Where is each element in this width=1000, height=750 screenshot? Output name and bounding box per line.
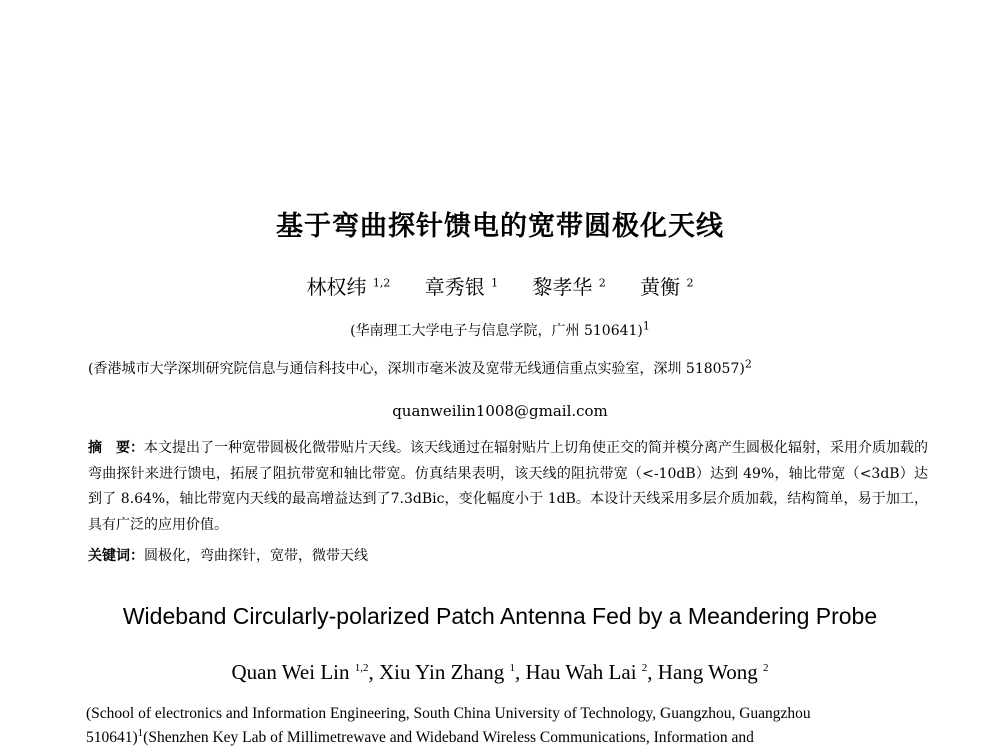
author-cn: 黎孝华 $^2$ — [532, 275, 606, 299]
author-en: Hang Wong $^2$ — [657, 660, 769, 684]
abstract-text: 本文提出了一种宽带圆极化微带贴片天线。该天线通过在辐射贴片上切角使正交的简并模分离产生圆极化辐射，采用介质加载的弯曲探针来进行馈电，拓展了阻抗带宽和轴比带宽。仿真结果表明，该天线的阻抗带宽（<-10dB）达到 49%，轴比带宽（<3dB）达到了 8.64%，轴比带宽内天线的最高增益达到了7.3dBic，变化幅度小于 1dB。本设计天线采用多层介质加载，结构简单，易于加工，具有广泛的应用价值。 — [88, 440, 928, 533]
author-en: Hau Wah Lai $^2$ — [525, 660, 648, 684]
author-en: Xiu Yin Zhang $^1$ — [379, 660, 515, 684]
abstract — [88, 436, 928, 538]
keywords-label: 关键词： — [88, 548, 144, 564]
author-list-en: Quan Wei Lin $^{1,2}$, Xiu Yin Zhang $^1$, Hau Wah Lai $^2$, Hang Wong $^2$ — [231, 660, 769, 684]
keywords-text: 圆极化，弯曲探针，宽带，微带天线 — [144, 548, 368, 564]
author-cn: 章秀银 $^1$ — [424, 275, 499, 299]
author-email: quanweilin1008@gmail.com — [392, 402, 608, 420]
paper-title-en: Wideband Circularly-polarized Patch Antenna Fed by a Meandering Probe — [122, 603, 878, 629]
paper-title-cn: 基于弯曲探针馈电的宽带圆极化天线 — [276, 211, 724, 242]
author-list-cn — [0, 271, 1000, 300]
author-en: Quan Wei Lin $^{1,2}$ — [231, 660, 369, 684]
abstract-label: 摘 要： — [88, 440, 144, 456]
keywords — [88, 545, 368, 565]
author-cn: 黄衡 $^2$ — [640, 275, 694, 299]
author-cn: 林权纬 $^{1,2}$ — [306, 275, 391, 299]
affiliation-cn-1: (华南理工大学电子与信息学院，广州 510641)$^1$ — [350, 319, 650, 339]
affiliation-cn-2: (香港城市大学深圳研究院信息与通信科技中心，深圳市毫米波及宽带无线通信重点实验室，深圳 518057)$^2$ — [88, 357, 752, 377]
affiliation-en: (School of electronics and Information Engineering, South China University of Technology, Guangzhou, Guangzhou 510641)$^1$(Shenzhen Key Lab of Millimetrewave and Wideband Wireless Communications, Information and — [86, 705, 811, 746]
